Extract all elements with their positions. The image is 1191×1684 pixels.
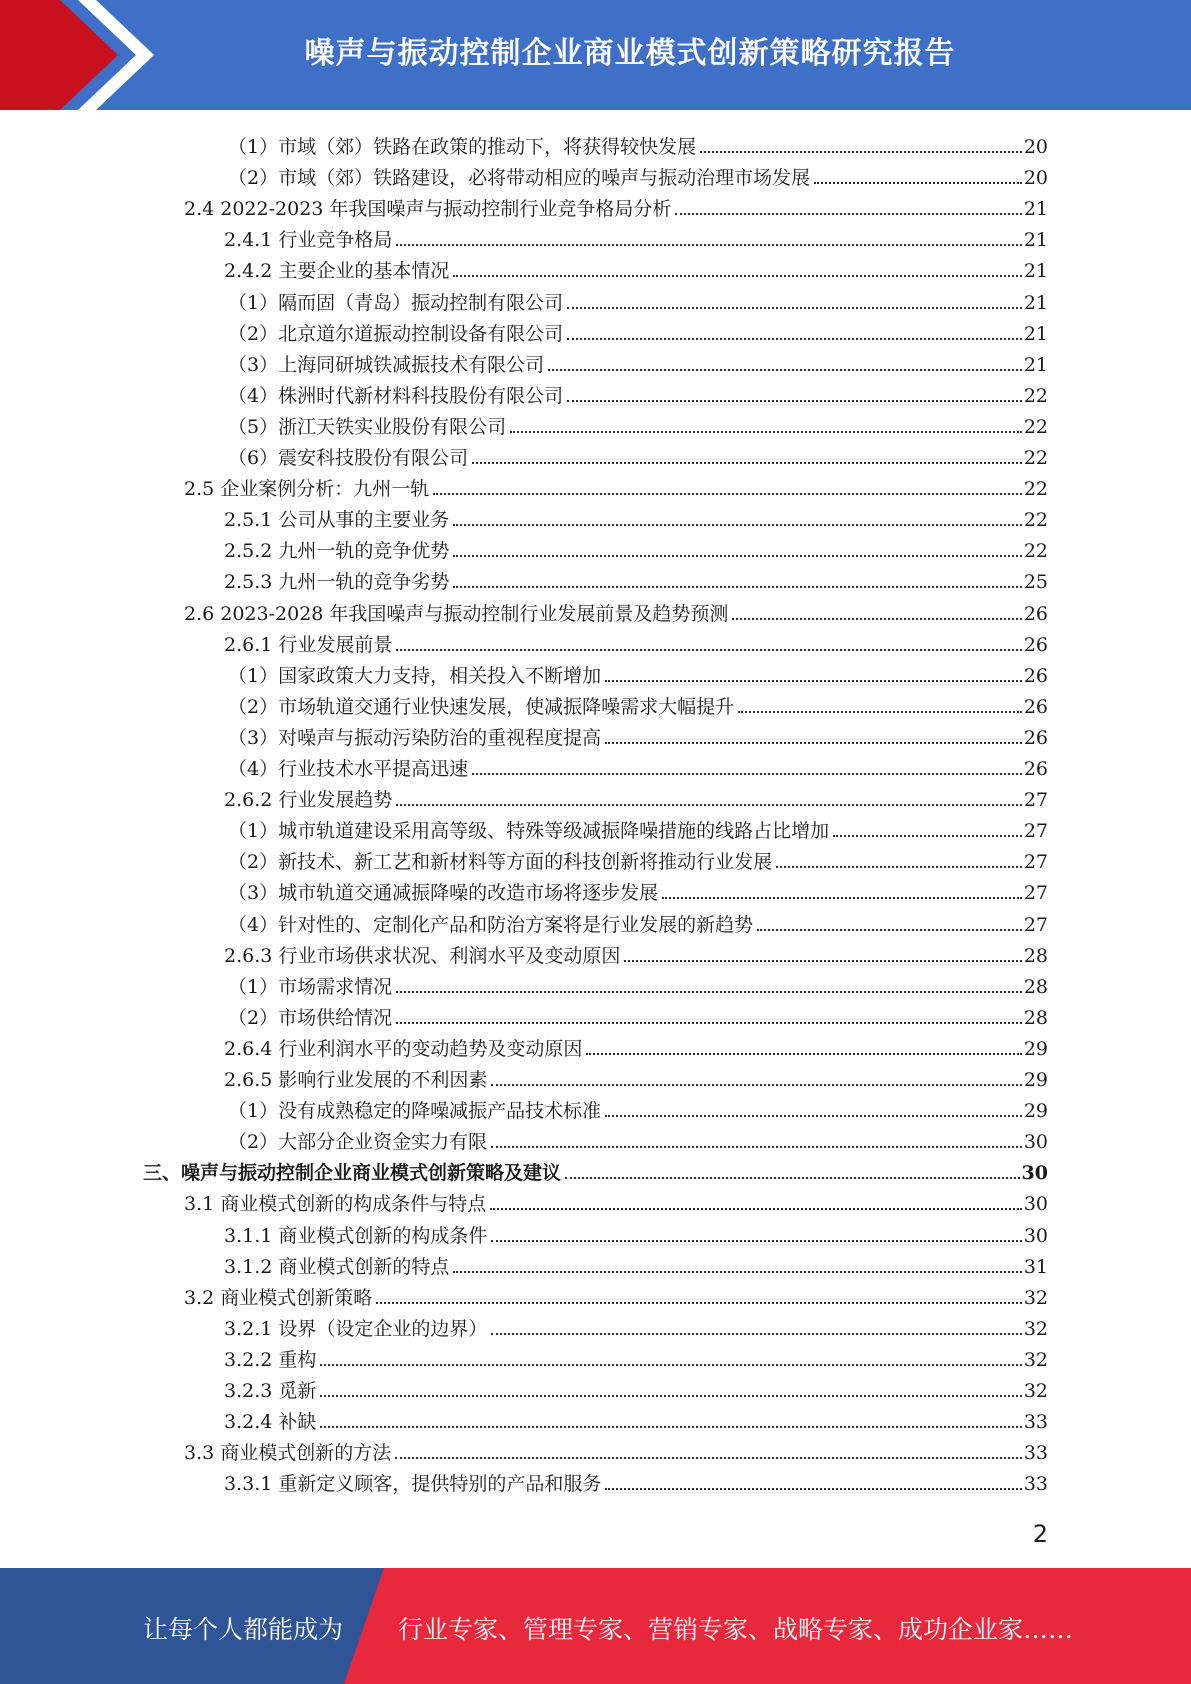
toc-leader-dots xyxy=(320,1395,1021,1397)
toc-entry-title: （2）市场供给情况 xyxy=(228,1006,393,1029)
toc-entry[interactable] xyxy=(228,749,1048,780)
toc-entry-title: （2）大部分企业资金实力有限 xyxy=(228,1131,488,1154)
toc-entry-page: 33 xyxy=(1023,1473,1048,1496)
toc-entry-title: 3.3 商业模式创新的方法 xyxy=(184,1442,392,1465)
toc-entry-title: 2.6.4 行业利润水平的变动趋势及变动原因 xyxy=(224,1037,583,1060)
toc-entry-page: 30 xyxy=(1021,1162,1048,1185)
toc-leader-dots xyxy=(586,1053,1021,1055)
toc-leader-dots xyxy=(433,493,1022,495)
toc-entry-page: 27 xyxy=(1023,789,1048,812)
toc-entry-page: 20 xyxy=(1023,167,1048,190)
toc-entry-page: 26 xyxy=(1023,633,1048,656)
toc-leader-dots xyxy=(605,1115,1022,1117)
toc-entry-title: 2.6 2023-2028 年我国噪声与振动控制行业发展前景及趋势预测 xyxy=(184,602,729,625)
toc-entry-title: 3.3.1 重新定义顾客，提供特别的产品和服务 xyxy=(224,1473,602,1496)
toc-entry-title: （1）隔而固（青岛）振动控制有限公司 xyxy=(228,291,564,314)
toc-leader-dots xyxy=(396,244,1021,246)
toc-leader-dots xyxy=(395,1457,1022,1459)
toc-entry[interactable] xyxy=(228,905,1048,936)
toc-entry[interactable] xyxy=(228,656,1048,687)
toc-entry-title: 2.5 企业案例分析：九州一轨 xyxy=(184,478,430,501)
toc-entry-title: 2.4 2022-2023 年我国噪声与振动控制行业竞争格局分析 xyxy=(184,198,672,221)
toc-entry[interactable] xyxy=(228,127,1048,158)
toc-entry-page: 26 xyxy=(1023,726,1048,749)
toc-leader-dots xyxy=(605,742,1022,744)
toc-entry-page: 21 xyxy=(1023,353,1048,376)
toc-leader-dots xyxy=(491,1333,1021,1335)
toc-leader-dots xyxy=(490,1208,1022,1210)
toc-entry[interactable] xyxy=(224,500,1048,531)
toc-leader-dots xyxy=(624,960,1021,962)
toc-entry-title: 3.2.1 设界（设定企业的边界） xyxy=(224,1317,488,1340)
toc-entry-title: （2）市域（郊）铁路建设，必将带动相应的噪声与振动治理市场发展 xyxy=(228,167,811,190)
toc-leader-dots xyxy=(700,151,1022,153)
toc-leader-dots xyxy=(491,1240,1021,1242)
toc-entry[interactable] xyxy=(224,531,1048,562)
toc-entry[interactable] xyxy=(228,376,1048,407)
toc-entry[interactable] xyxy=(224,562,1048,593)
toc-entry[interactable] xyxy=(184,594,1048,625)
toc-entry-page: 29 xyxy=(1023,1069,1048,1091)
toc-entry-page: 21 xyxy=(1023,198,1048,221)
toc-entry[interactable] xyxy=(224,625,1048,656)
toc-entry[interactable] xyxy=(228,407,1048,438)
toc-entry-page: 33 xyxy=(1023,1411,1048,1434)
toc-entry[interactable] xyxy=(228,438,1048,469)
toc-entry-page: 27 xyxy=(1023,913,1048,936)
toc-entry-title: 2.6.3 行业市场供求状况、利润水平及变动原因 xyxy=(224,944,621,967)
toc-entry-title: （6）震安科技股份有限公司 xyxy=(228,447,469,469)
toc-entry-page: 28 xyxy=(1023,1006,1048,1029)
toc-leader-dots xyxy=(453,275,1021,277)
toc-entry-page: 32 xyxy=(1023,1348,1048,1371)
toc-entry-page: 26 xyxy=(1023,602,1048,625)
toc-entry-title: 2.5.3 九州一轨的竞争劣势 xyxy=(224,571,450,594)
toc-entry-page: 29 xyxy=(1023,1037,1048,1060)
toc-leader-dots xyxy=(565,1177,1020,1179)
toc-leader-dots xyxy=(833,835,1022,837)
toc-entry-page: 30 xyxy=(1023,1131,1048,1154)
report-title: 噪声与振动控制企业商业模式创新策略研究报告 xyxy=(304,36,956,71)
toc-entry-page: 29 xyxy=(1023,1100,1048,1123)
toc-entry-page: 30 xyxy=(1023,1193,1048,1216)
toc-leader-dots xyxy=(567,307,1022,309)
toc-leader-dots xyxy=(453,524,1021,526)
toc-entry[interactable] xyxy=(224,1247,1048,1278)
toc-entry[interactable] xyxy=(224,1309,1048,1340)
toc-entry-page: 28 xyxy=(1023,944,1048,967)
toc-entry-title: 2.6.2 行业发展趋势 xyxy=(224,789,393,812)
toc-entry[interactable] xyxy=(184,189,1048,220)
toc-entry[interactable] xyxy=(228,842,1048,873)
toc-leader-dots xyxy=(510,431,1022,433)
page-header xyxy=(0,0,1191,110)
toc-entry[interactable] xyxy=(184,1433,1048,1464)
toc-entry[interactable] xyxy=(224,1371,1048,1402)
toc-leader-dots xyxy=(396,991,1022,993)
toc-leader-dots xyxy=(376,1302,1022,1304)
toc-entry[interactable] xyxy=(143,1153,1048,1184)
toc-leader-dots xyxy=(396,649,1021,651)
toc-entry-title: 三、噪声与振动控制企业商业模式创新策略及建议 xyxy=(143,1162,562,1185)
toc-entry[interactable] xyxy=(228,873,1048,904)
toc-entry[interactable] xyxy=(224,1340,1048,1371)
toc-entry[interactable] xyxy=(224,1464,1048,1495)
toc-entry-title: （2）新技术、新工艺和新材料等方面的科技创新将推动行业发展 xyxy=(228,851,773,874)
toc-entry[interactable] xyxy=(224,251,1048,282)
toc-entry-title: （5）浙江天铁实业股份有限公司 xyxy=(228,415,507,438)
page-footer xyxy=(0,1568,1191,1684)
toc-entry-page: 22 xyxy=(1023,384,1048,407)
footer-slogan-left: 让每个人都能成为 xyxy=(143,1615,344,1644)
toc-entry-page: 27 xyxy=(1023,851,1048,874)
toc-leader-dots xyxy=(453,555,1021,557)
toc-entry[interactable] xyxy=(228,1122,1048,1153)
toc-entry[interactable] xyxy=(184,1184,1048,1215)
toc-entry-page: 27 xyxy=(1023,820,1048,843)
toc-entry[interactable] xyxy=(228,314,1048,345)
toc-entry-page: 22 xyxy=(1023,478,1048,501)
toc-entry-title: （1）城市轨道建设采用高等级、特殊等级减振降噪措施的线路占比增加 xyxy=(228,820,830,843)
toc-entry-page: 22 xyxy=(1023,540,1048,563)
toc-leader-dots xyxy=(396,1022,1022,1024)
toc-leader-dots xyxy=(757,929,1022,931)
toc-entry-title: （3）上海同研城铁减振技术有限公司 xyxy=(228,353,545,376)
toc-leader-dots xyxy=(453,1271,1021,1273)
toc-entry-page: 22 xyxy=(1023,415,1048,438)
toc-leader-dots xyxy=(548,369,1022,371)
toc-entry-page: 20 xyxy=(1023,136,1048,158)
toc-entry-title: （2）市场轨道交通行业快速发展，使减振降噪需求大幅提升 xyxy=(228,695,735,718)
toc-entry-title: 3.2 商业模式创新策略 xyxy=(184,1286,373,1309)
toc-entry[interactable] xyxy=(228,283,1048,314)
toc-leader-dots xyxy=(814,182,1022,184)
toc-leader-dots xyxy=(738,711,1022,713)
toc-entry[interactable] xyxy=(224,1402,1048,1433)
toc-leader-dots xyxy=(320,1364,1021,1366)
toc-leader-dots xyxy=(567,338,1022,340)
toc-entry[interactable] xyxy=(224,1029,1048,1060)
toc-entry-page: 26 xyxy=(1023,758,1048,780)
toc-entry[interactable] xyxy=(224,1060,1048,1091)
toc-entry-page: 31 xyxy=(1023,1255,1048,1278)
toc-entry-page: 28 xyxy=(1023,975,1048,998)
toc-entry-title: 2.6.5 影响行业发展的不利因素 xyxy=(224,1069,488,1091)
toc-entry-page: 21 xyxy=(1023,291,1048,314)
toc-leader-dots xyxy=(396,804,1021,806)
toc-entry[interactable] xyxy=(184,1278,1048,1309)
toc-entry-title: （1）没有成熟稳定的降噪减振产品技术标准 xyxy=(228,1100,602,1123)
toc-entry-page: 21 xyxy=(1023,229,1048,252)
toc-entry-title: 2.4.1 行业竞争格局 xyxy=(224,229,393,252)
toc-entry[interactable] xyxy=(228,345,1048,376)
toc-entry[interactable] xyxy=(228,998,1048,1029)
toc-leader-dots xyxy=(453,586,1021,588)
toc-entry-title: （4）行业技术水平提高迅速 xyxy=(228,758,469,780)
toc-leader-dots xyxy=(776,866,1022,868)
toc-entry[interactable] xyxy=(228,718,1048,749)
toc-leader-dots xyxy=(605,680,1022,682)
toc-entry-title: 3.1 商业模式创新的构成条件与特点 xyxy=(184,1193,487,1216)
toc-entry-page: 27 xyxy=(1023,882,1048,905)
toc-entry[interactable] xyxy=(228,158,1048,189)
toc-entry-title: 2.5.2 九州一轨的竞争优势 xyxy=(224,540,450,563)
toc-entry[interactable] xyxy=(184,469,1048,500)
toc-entry-page: 22 xyxy=(1023,447,1048,469)
toc-entry-title: （3）城市轨道交通减振降噪的改造市场将逐步发展 xyxy=(228,882,659,905)
footer-slogan-right: 行业专家、管理专家、营销专家、战略专家、成功企业家…… xyxy=(398,1615,1074,1644)
toc-leader-dots xyxy=(675,213,1021,215)
page-number: 2 xyxy=(1032,1520,1048,1548)
toc-entry[interactable] xyxy=(224,936,1048,967)
toc-entry-page: 22 xyxy=(1023,509,1048,532)
toc-entry-page: 21 xyxy=(1023,322,1048,345)
toc-entry[interactable] xyxy=(224,220,1048,251)
toc-leader-dots xyxy=(662,897,1022,899)
toc-entry-page: 30 xyxy=(1023,1224,1048,1247)
toc-leader-dots xyxy=(732,618,1021,620)
toc-entry-title: 3.1.2 商业模式创新的特点 xyxy=(224,1255,450,1278)
toc-entry-title: （3）对噪声与振动污染防治的重视程度提高 xyxy=(228,726,602,749)
toc-leader-dots xyxy=(472,462,1022,464)
toc-entry-page: 25 xyxy=(1023,571,1048,594)
toc-entry-title: （1）市场需求情况 xyxy=(228,975,393,998)
toc-entry[interactable] xyxy=(228,811,1048,842)
toc-entry-page: 26 xyxy=(1023,664,1048,687)
toc-entry-title: （1）市域（郊）铁路在政策的推动下，将获得较快发展 xyxy=(228,136,697,158)
toc-entry-title: 2.6.1 行业发展前景 xyxy=(224,633,393,656)
toc-entry-title: 2.4.2 主要企业的基本情况 xyxy=(224,260,450,283)
toc-entry-page: 32 xyxy=(1023,1380,1048,1402)
toc-entry-page: 33 xyxy=(1023,1442,1048,1465)
toc-entry-page: 26 xyxy=(1023,695,1048,718)
toc-entry-title: （4）针对性的、定制化产品和防治方案将是行业发展的新趋势 xyxy=(228,913,754,936)
toc-entry-page: 32 xyxy=(1023,1286,1048,1309)
toc-entry[interactable] xyxy=(228,1091,1048,1122)
toc-entry[interactable] xyxy=(228,687,1048,718)
toc-leader-dots xyxy=(491,1146,1022,1148)
toc-entry-title: 2.5.1 公司从事的主要业务 xyxy=(224,509,450,532)
toc-entry-title: 3.2.2 重构 xyxy=(224,1348,317,1371)
toc-entry[interactable] xyxy=(224,780,1048,811)
toc-leader-dots xyxy=(472,773,1022,775)
toc-entry-title: 3.1.1 商业模式创新的构成条件 xyxy=(224,1224,488,1247)
toc-entry[interactable] xyxy=(228,967,1048,998)
toc-entry-title: （1）国家政策大力支持，相关投入不断增加 xyxy=(228,664,602,687)
toc-entry-page: 21 xyxy=(1023,260,1048,283)
toc-entry-title: 3.2.3 觅新 xyxy=(224,1380,317,1402)
toc-leader-dots xyxy=(605,1488,1021,1490)
toc-leader-dots xyxy=(567,400,1022,402)
toc-entry[interactable] xyxy=(224,1216,1048,1247)
toc-leader-dots xyxy=(320,1426,1021,1428)
toc-entry-title: （4）株洲时代新材料科技股份有限公司 xyxy=(228,384,564,407)
toc-leader-dots xyxy=(491,1084,1021,1086)
toc-entry-page: 32 xyxy=(1023,1317,1048,1340)
toc-entry-title: （2）北京道尔道振动控制设备有限公司 xyxy=(228,322,564,345)
toc-entry-title: 3.2.4 补缺 xyxy=(224,1411,317,1434)
